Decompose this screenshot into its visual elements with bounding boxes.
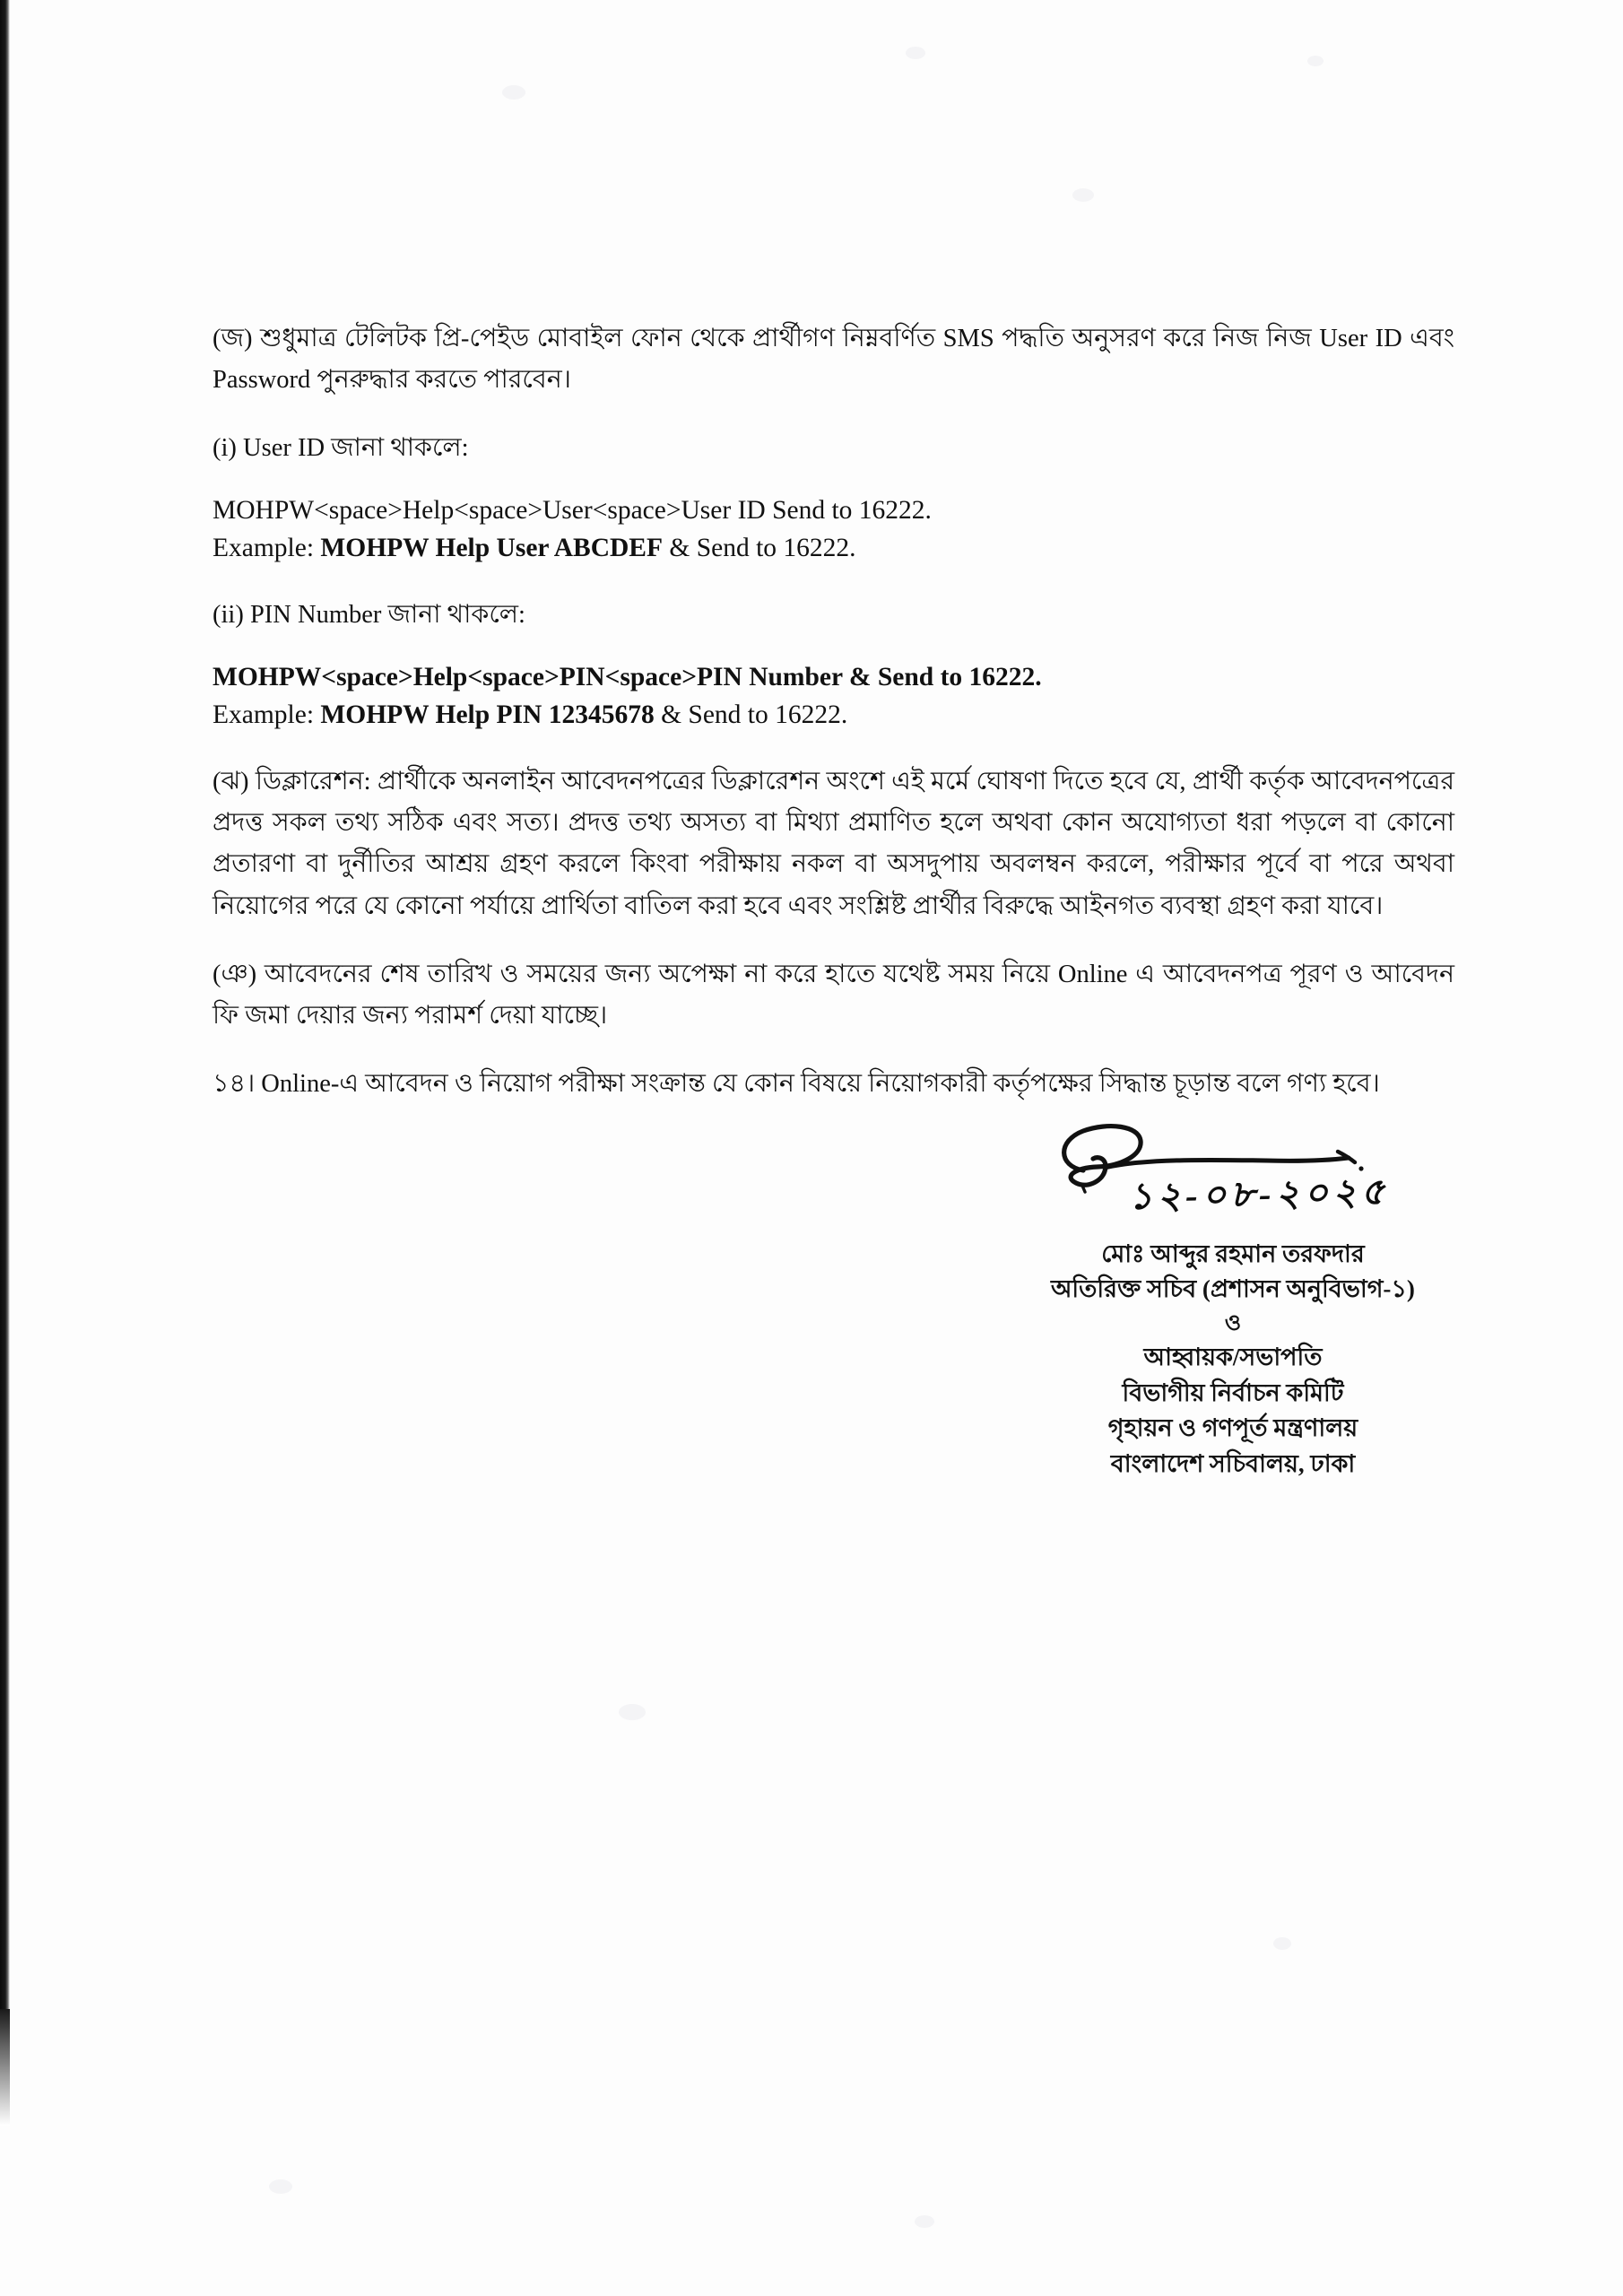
sms-example-tail: & Send to 16222. xyxy=(654,700,848,730)
signatory-committee: বিভাগীয় নির্বাচন কমিটি xyxy=(1122,1378,1344,1406)
signatory-ministry: গৃহায়ন ও গণপূর্ত মন্ত্রণালয় xyxy=(1107,1414,1358,1442)
paper-speck xyxy=(1072,188,1094,202)
heading-sub-ii: (ii) PIN Number জানা থাকলে: xyxy=(213,601,525,630)
paper-speck xyxy=(619,1704,646,1720)
paper-speck xyxy=(906,47,925,59)
document-body xyxy=(213,318,1454,1132)
signatory-address: বাংলাদেশ সচিবালয়, ঢাকা xyxy=(1110,1449,1356,1477)
paper-speck xyxy=(915,2215,934,2228)
sms-format-user-id: MOHPW<space>Help<space>User<space>User ID Send to 16222. xyxy=(213,496,932,526)
sms-example-pin xyxy=(213,697,1454,735)
paper-speck xyxy=(1307,56,1324,66)
signatory-designation: অতিরিক্ত সচিব (প্রশাসন অনুবিভাগ-১) xyxy=(1051,1275,1415,1303)
paper-speck xyxy=(269,2179,292,2194)
handwritten-date: ১২-০৮-২০২৫ xyxy=(1128,1170,1390,1217)
paragraph-item-14: ১৪। Online-এ আবেদন ও নিয়োগ পরীক্ষা সংক্রান্ত যে কোন বিষয়ে নিয়োগকারী কর্তৃপক্ষের সিদ্ধান্ত চূড়ান্ত বলে গণ্য হবে। xyxy=(213,1070,1380,1099)
paper-speck xyxy=(1273,1937,1291,1950)
sms-format-pin: MOHPW<space>Help<space>PIN<space>PIN Number & Send to 16222. xyxy=(213,663,1042,692)
sms-block-user-id xyxy=(213,492,1454,568)
sms-example-command: MOHPW Help PIN 12345678 xyxy=(320,700,655,730)
paper-speck xyxy=(502,85,525,100)
paragraph-clause-jha: (ঝ) ডিক্লারেশন: প্রার্থীকে অনলাইন আবেদনপত্রের ডিক্লারেশন অংশে এই মর্মে ঘোষণা দিতে হবে যে, প্রার্থী কর্তৃক আবেদনপত্রের প্রদত্ত সকল তথ্য সঠিক এবং সত্য। প্রদত্ত তথ্য অসত্য বা মিথ্যা প্রমাণিত হলে অথবা কোন অযোগ্যতা ধরা পড়লে বা কোনো প্রতারণা বা দুর্নীতির আশ্রয় গ্রহণ করলে কিংবা পরীক্ষায় নকল বা অসদুপায় অবলম্বন করলে, পরীক্ষার পূর্বে বা পরে অথবা নিয়োগের পরে যে কোনো পর্যায়ে প্রার্থিতা বাতিল করা হবে এবং সংশ্লিষ্ট প্রার্থীর বিরুদ্ধে আইনগত ব্যবস্থা গ্রহণ করা যাবে। xyxy=(213,768,1454,920)
sms-example-command: MOHPW Help User ABCDEF xyxy=(320,534,664,563)
signature-block xyxy=(968,1119,1497,1482)
sms-block-pin xyxy=(213,659,1454,735)
sms-example-user-id xyxy=(213,530,1454,568)
sms-example-tail: & Send to 16222. xyxy=(663,534,856,563)
heading-sub-i: (i) User ID জানা থাকলে: xyxy=(213,434,469,463)
paragraph-clause-ja: (জ) শুধুমাত্র টেলিটক প্রি-পেইড মোবাইল ফোন থেকে প্রার্থীগণ নিম্নবর্ণিত SMS পদ্ধতি অনুসরণ করে নিজ নিজ User ID এবং Password পুনরুদ্ধার করতে পারবেন। xyxy=(213,325,1454,395)
signatory-conjunction: ও xyxy=(1224,1310,1242,1335)
signatory-details xyxy=(968,1237,1497,1482)
sms-example-label: Example: xyxy=(213,700,321,730)
sms-example-label: Example: xyxy=(213,534,321,563)
scan-edge-artifact-fade xyxy=(0,2009,10,2126)
paragraph-clause-nya: (ঞ) আবেদনের শেষ তারিখ ও সময়ের জন্য অপেক্ষা না করে হাতে যথেষ্ট সময় নিয়ে Online এ আবেদনপত্র পূরণ ও আবেদন ফি জমা দেয়ার জন্য পরামর্শ দেয়া যাচ্ছে। xyxy=(213,960,1454,1030)
scan-edge-artifact xyxy=(0,0,10,2063)
signatory-role: আহ্বায়ক/সভাপতি xyxy=(1143,1344,1323,1371)
signatory-name: মোঃ আব্দুর রহমান তরফদার xyxy=(1101,1240,1365,1267)
